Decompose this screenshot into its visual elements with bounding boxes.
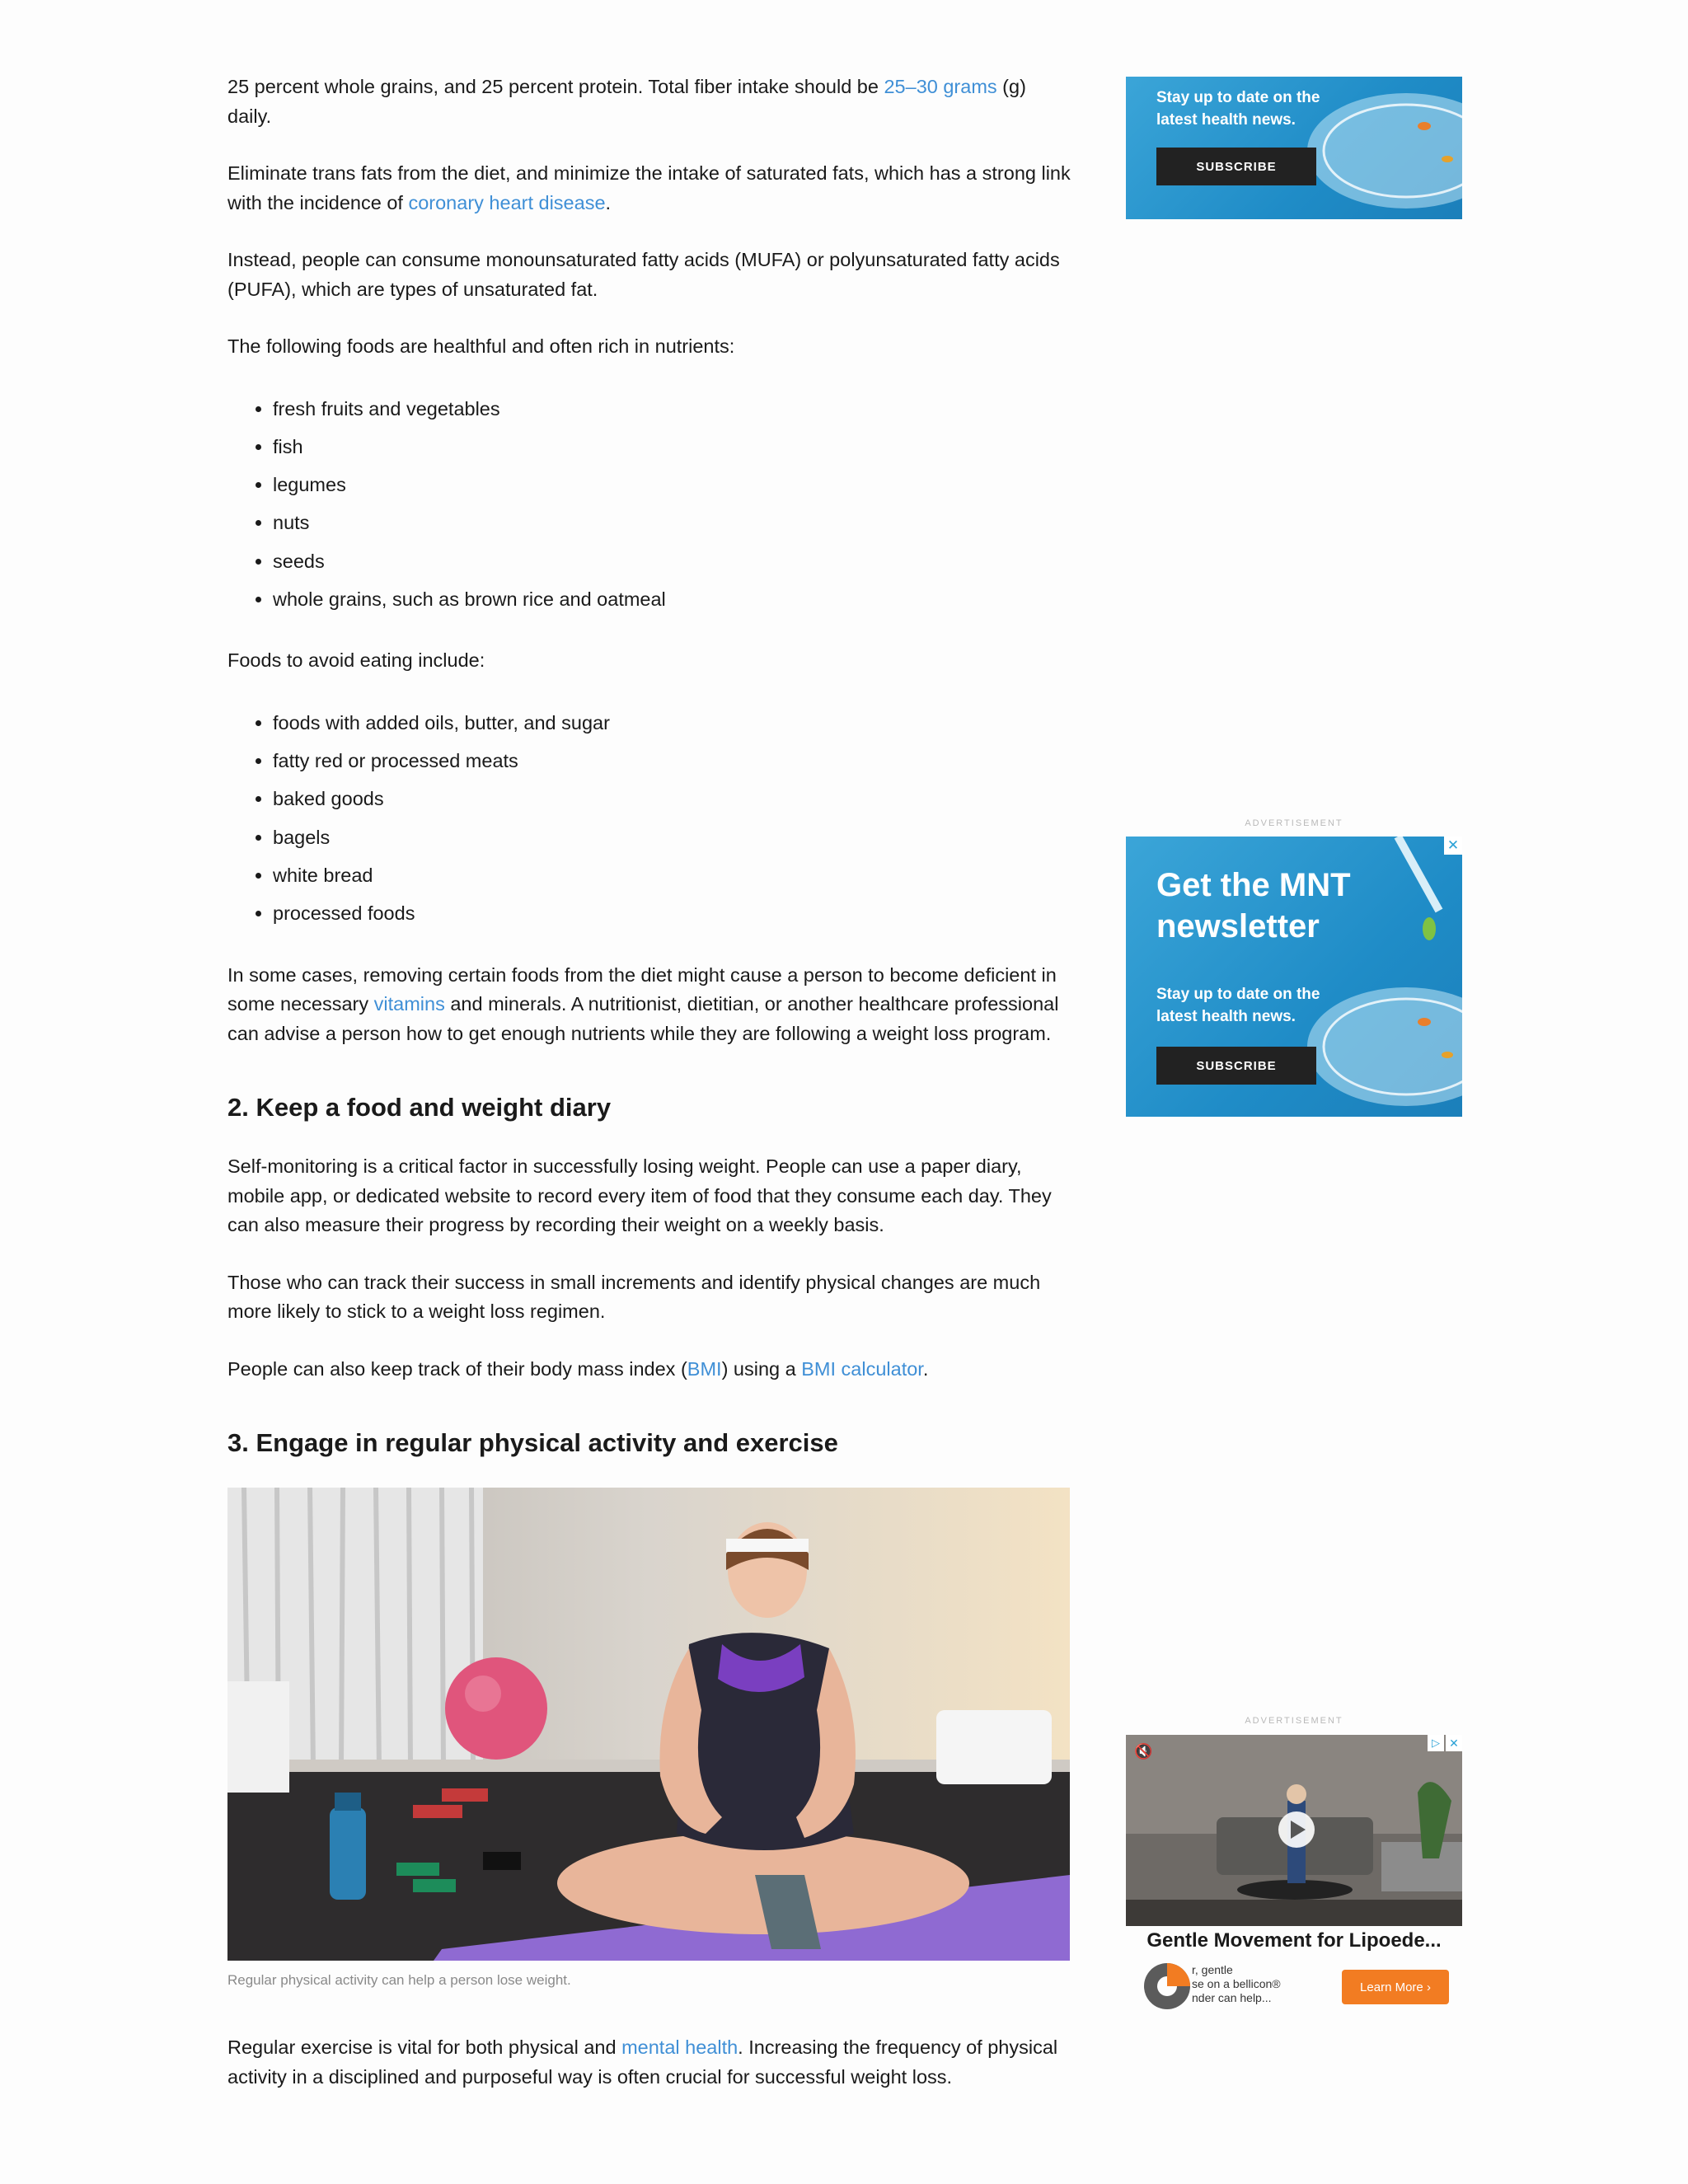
exercise-photo: [227, 1488, 1070, 1961]
video-ad-title[interactable]: Gentle Movement for Lipoede...: [1146, 1929, 1442, 1952]
ad-choices-icon[interactable]: ▷: [1428, 1735, 1444, 1751]
video-thumbnail: [1126, 1735, 1462, 1926]
paragraph-healthful-intro: The following foods are healthful and often rich in nutrients:: [227, 335, 735, 357]
paragraph-regular-exercise: Regular exercise is vital for both physical and mental health. Increasing the frequency of physical activity in a disciplined and purposeful way is often crucial for successful weight loss.: [227, 2036, 1058, 2088]
article-body: [227, 73, 1071, 2120]
list-item: • bagels: [273, 818, 1071, 856]
paragraph-trans-fats: Eliminate trans fats from the diet, and minimize the intake of saturated fats, which has a strong link with the incidence of coronary heart disease.: [227, 162, 1071, 213]
avoid-foods-list: [227, 704, 1071, 933]
newsletter-ad-top[interactable]: [1126, 77, 1462, 219]
link-vitamins[interactable]: vitamins: [373, 993, 445, 1015]
list-item: • processed foods: [273, 894, 1071, 932]
healthful-foods-list: [227, 390, 1071, 619]
close-icon[interactable]: ✕: [1446, 1735, 1462, 1751]
advertisement-label: ADVERTISEMENT: [1245, 1716, 1343, 1726]
paragraph-unsaturated: Instead, people can consume monounsaturated fatty acids (MUFA) or polyunsaturated fatty acids (PUFA), which are types of unsaturated fat.: [227, 249, 1060, 300]
subscribe-button[interactable]: SUBSCRIBE: [1156, 1047, 1316, 1085]
list-item: • whole grains, such as brown rice and oatmeal: [273, 580, 1071, 618]
list-item: • fresh fruits and vegetables: [273, 390, 1071, 428]
paragraph-avoid-intro: Foods to avoid eating include:: [227, 649, 485, 672]
list-item: • legumes: [273, 466, 1071, 504]
link-bmi[interactable]: BMI: [687, 1357, 722, 1380]
exercise-photo-illustration: [227, 1488, 1070, 1961]
list-item: • fish: [273, 428, 1071, 466]
video-ad[interactable]: [1126, 1735, 1462, 1926]
newsletter-ad[interactable]: [1126, 837, 1462, 1117]
photo-caption: Regular physical activity can help a person lose weight.: [227, 1972, 571, 1989]
newsletter-title: Get the MNT newsletter: [1156, 867, 1351, 944]
list-item: • baked goods: [273, 780, 1071, 818]
list-item: • foods with added oils, butter, and sugar: [273, 704, 1071, 742]
link-mental-health[interactable]: mental health: [621, 2036, 738, 2059]
list-item: • seeds: [273, 542, 1071, 580]
paragraph-track-success: Those who can track their success in small increments and identify physical changes are much more likely to stick to a weight loss regimen.: [227, 1271, 1041, 1323]
list-item: • nuts: [273, 504, 1071, 541]
advertisement-label: ADVERTISEMENT: [1245, 818, 1343, 828]
subscribe-button[interactable]: SUBSCRIBE: [1156, 148, 1316, 185]
paragraph-bmi: People can also keep track of their body mass index (BMI) using a BMI calculator.: [227, 1357, 929, 1380]
link-coronary-heart-disease[interactable]: coronary heart disease: [408, 191, 606, 213]
chevron-right-icon: ›: [1426, 1980, 1431, 1994]
newsletter-stay-text: Stay up to date on the latest health news.: [1156, 986, 1320, 1025]
paragraph-fiber: 25 percent whole grains, and 25 percent protein. Total fiber intake should be 25–30 grams (g) daily.: [227, 76, 1026, 127]
link-fiber-grams[interactable]: 25–30 grams: [884, 76, 997, 97]
paragraph-self-monitoring: Self-monitoring is a critical factor in successfully losing weight. People can use a paper diary, mobile app, or dedicated website to record every item of food that they consume each day. They can also measure their progress by recording their weight on a weekly basis.: [227, 1155, 1052, 1236]
video-ad-snippet: r, gentle se on a bellicon® nder can help...: [1192, 1963, 1281, 2004]
heading-food-diary: 2. Keep a food and weight diary: [227, 1093, 612, 1122]
mute-icon[interactable]: 🔇: [1134, 1743, 1153, 1760]
newsletter-stay-text: Stay up to date on the latest health news.: [1156, 89, 1320, 129]
list-item: • fatty red or processed meats: [273, 742, 1071, 780]
list-item: • white bread: [273, 856, 1071, 894]
close-icon[interactable]: ✕: [1444, 837, 1462, 855]
learn-more-button[interactable]: Learn More ›: [1342, 1970, 1449, 2004]
bellicon-logo: [1142, 1961, 1192, 2011]
link-bmi-calculator[interactable]: BMI calculator: [801, 1357, 923, 1380]
paragraph-deficiency: In some cases, removing certain foods from the diet might cause a person to become deficient in some necessary vitamins and minerals. A nutritionist, dietitian, or another healthcare professional can advise a person how to get enough nutrients while they are following a weight loss program.: [227, 963, 1059, 1044]
heading-exercise: 3. Engage in regular physical activity and exercise: [227, 1428, 838, 1458]
